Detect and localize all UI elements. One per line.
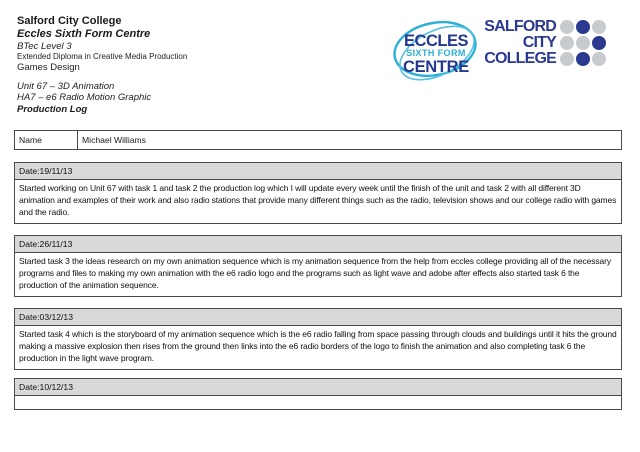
document-title: Production Log [17, 103, 88, 115]
salford-dot [576, 36, 590, 50]
salford-dots-icon [560, 20, 606, 66]
assignment-title: HA7 – e6 Radio Motion Graphic [17, 92, 152, 103]
eccles-logo [392, 15, 478, 89]
log-entry [14, 162, 622, 224]
college-name: Salford City College [17, 15, 122, 27]
log-entry [14, 308, 622, 370]
salford-logo [468, 19, 606, 67]
salford-dot [560, 52, 574, 66]
entry-date-header: Date:19/11/13 [14, 162, 622, 180]
name-label: Name [14, 130, 78, 150]
salford-logo-line1: SALFORD [484, 18, 556, 35]
entry-body-text: Started task 3 the ideas research on my own animation sequence which is my animation sequence from the help from eccles college providing all of the necessary programs and files to making my own animation with the e6 radio logo and the programs such as light wave and adobe after effects also started task 6 the production of the animation sequence. [14, 253, 622, 297]
diploma-title: Extended Diploma in Creative Media Production [17, 52, 188, 61]
salford-logo-line3: COLLEGE [484, 50, 556, 67]
course-level: BTec Level 3 [17, 41, 72, 52]
salford-dot [560, 36, 574, 50]
centre-name: Eccles Sixth Form Centre [17, 28, 151, 40]
entry-body-text [14, 396, 622, 410]
name-table [14, 130, 622, 150]
entry-date-header: Date:03/12/13 [14, 308, 622, 326]
entry-body-text: Started working on Unit 67 with task 1 and task 2 the production log which I will update every week until the finish of the unit and task 2 with all different 3D animation and examples of their work and also radio stations that provide many different things such as the radio, television shows and our college radio with games and the radio. [14, 180, 622, 224]
unit-title: Unit 67 – 3D Animation [17, 80, 115, 92]
eccles-logo-line2: SIXTH FORM [406, 48, 466, 58]
header-spacer [17, 74, 187, 81]
log-entry [14, 235, 622, 297]
entry-body-text: Started task 4 which is the storyboard of my animation sequence which is the e6 radio falling from space passing through clouds and buildings until it hits the ground making a massive explosion then rises from the ground then links into the e6 radio borders of the logo to finish the animation and also completing task 6 the production in the light wave program. [14, 326, 622, 370]
salford-dot [592, 36, 606, 50]
eccles-logo-line3: CENTRE [402, 58, 470, 76]
salford-dot [560, 20, 574, 34]
salford-dot [592, 20, 606, 34]
log-entry [14, 378, 622, 410]
salford-dot [592, 52, 606, 66]
salford-logo-line2: CITY [522, 34, 556, 51]
salford-dot [576, 52, 590, 66]
name-value: Michael Williams [78, 130, 622, 150]
eccles-logo-line1: ECCLES [404, 32, 468, 50]
entry-date-header: Date:26/11/13 [14, 235, 622, 253]
salford-dot [576, 20, 590, 34]
salford-logo-text [468, 19, 556, 67]
entry-date-header: Date:10/12/13 [14, 378, 622, 396]
document-header [17, 15, 187, 115]
course-name: Games Design [17, 61, 80, 73]
